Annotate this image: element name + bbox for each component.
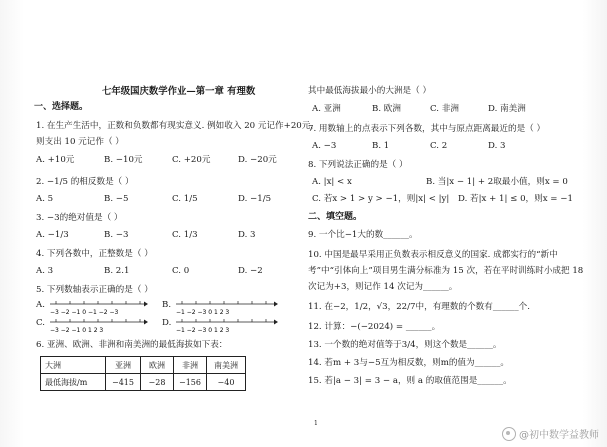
q5-axis-b	[174, 298, 278, 316]
watermark-text: @初中数学益教师	[519, 430, 599, 441]
q7-option-d: D. 3	[488, 141, 506, 151]
q5-axis-d-ticks: −1 −2 −3 0 1 2 3	[176, 327, 230, 334]
q13-stem: 13. 一个数的绝对值等于3/4，则这个数是______。	[308, 340, 502, 350]
q5-label-a: A.	[36, 300, 45, 310]
table-row	[41, 374, 246, 391]
table-header-cell: 非洲	[174, 357, 207, 374]
q5-axis-c-ticks: −3 −2 −1 0 1 2 3	[50, 327, 104, 334]
q2-option-c: C. 1/5	[172, 194, 198, 204]
q14-stem: 14. 若m + 3与−5互为相反数，则m的值为______。	[308, 358, 509, 368]
q6b-option-a: A. 亚洲	[312, 104, 341, 114]
q1-line1: 1. 在生产生活中，正数和负数都有现实意义. 例如收入 20 元记作+20元，	[36, 121, 319, 131]
q1-option-b: B. −10元	[104, 155, 143, 165]
table-cell: −415	[106, 374, 141, 391]
altitude-table	[40, 356, 246, 391]
q9-stem: 9. 一个比−1大的数______。	[308, 230, 418, 240]
q11-stem: 11. 在−2，1/2，√3，22/7中，有理数的个数有______个.	[308, 302, 530, 312]
table-cell: 最低海拔/m	[41, 374, 106, 391]
section-heading-fill: 二、填空题。	[308, 212, 363, 222]
q8-option-b: B. 当|x − 1| + 2取最小值，则x = 0	[426, 177, 568, 187]
q7-stem: 7. 用数轴上的点表示下列各数，其中与原点距离最近的是（ ）	[308, 124, 546, 134]
table-header-cell: 欧洲	[141, 357, 174, 374]
q2-option-b: B. −5	[104, 194, 129, 204]
q7-option-b: B. 1	[372, 141, 390, 151]
q8-stem: 8. 下列说法正确的是（ ）	[308, 160, 408, 170]
q3-stem: 3. −3的绝对值是（ ）	[36, 213, 123, 223]
q7-option-c: C. 2	[430, 141, 448, 151]
q6b-option-d: D. 南美洲	[488, 104, 526, 114]
q3-option-b: B. −3	[104, 230, 129, 240]
q2-option-d: D. −1/5	[238, 194, 272, 204]
table-cell: −156	[174, 374, 207, 391]
q1-line2: 则支出 10 元记作（ ）	[36, 137, 124, 147]
q3-option-a: A. −1/3	[36, 230, 69, 240]
table-header-cell: 亚洲	[106, 357, 141, 374]
q6b-stem: 其中最低海拔最小的大洲是（ ）	[308, 86, 432, 96]
q10-line3: 次记为+3，则记作 14 次记为______。	[308, 282, 458, 292]
q6b-option-b: B. 欧洲	[372, 104, 401, 114]
q8-option-c: C. 若x > 1 > y > −1，则|x| < |y|	[312, 194, 450, 204]
page-number: 1	[314, 420, 318, 427]
q15-stem: 15. 若|a − 3| = 3 − a，则 a 的取值范围是______。	[308, 376, 512, 386]
q4-option-c: C. 0	[172, 266, 190, 276]
q1-option-c: C. +20元	[172, 155, 211, 165]
table-cell: −28	[141, 374, 174, 391]
table-header-cell: 大洲	[41, 357, 106, 374]
q7-option-a: A. −3	[312, 141, 337, 151]
q5-label-b: B.	[162, 300, 172, 310]
q12-stem: 12. 计算：−(−2024) = ______。	[308, 322, 441, 332]
q3-option-d: D. 3	[238, 230, 256, 240]
q4-option-b: B. 2.1	[104, 266, 130, 276]
q4-stem: 4. 下列各数中，正整数是（ ）	[36, 249, 153, 259]
watermark	[502, 426, 599, 441]
q4-option-d: D. −2	[238, 266, 263, 276]
q4-option-a: A. 3	[36, 266, 54, 276]
table-row	[41, 357, 246, 374]
q5-axis-d	[174, 316, 278, 334]
q5-label-d: D.	[162, 318, 172, 328]
watermark-logo-icon	[502, 427, 516, 441]
q1-option-a: A. +10元	[36, 155, 75, 165]
q5-stem: 5. 下列数轴表示正确的是（ ）	[36, 285, 153, 295]
q2-stem: 2. −1/5 的相反数是（ ）	[36, 177, 134, 187]
q5-axis-a	[48, 298, 148, 316]
table-cell: −40	[207, 374, 246, 391]
section-heading-choice: 一、选择题。	[34, 102, 89, 112]
table-header-cell: 南美洲	[207, 357, 246, 374]
q10-line1: 10. 中国是最早采用正负数表示相反意义的国家. 成都实行的“新中	[308, 250, 558, 260]
q6b-option-c: C. 非洲	[430, 104, 459, 114]
q3-option-c: C. 1/3	[172, 230, 198, 240]
q8-option-a: A. |x| < x	[312, 177, 352, 187]
q2-option-a: A. 5	[36, 194, 54, 204]
q5-axis-a-ticks: −3 −2 −1 0 −1 −2 −3	[50, 309, 119, 316]
q5-axis-c	[48, 316, 148, 334]
q6-stem: 6. 亚洲、欧洲、非洲和南美洲的最低海拔如下表：	[36, 340, 228, 350]
q8-option-d: D. 若|x + 1| ≤ 0，则x = −1	[458, 194, 573, 204]
q5-axis-b-ticks: −1 −2 −3 0 1 2 3	[176, 309, 230, 316]
q1-option-d: D. −20元	[238, 155, 277, 165]
worksheet-title: 七年级国庆数学作业—第一章 有理数	[102, 86, 256, 97]
q10-line2: 考”中“引体向上”项目男生满分标准为 15 次，若在平时训练时小成把 18	[308, 266, 584, 276]
q5-label-c: C.	[36, 318, 46, 328]
